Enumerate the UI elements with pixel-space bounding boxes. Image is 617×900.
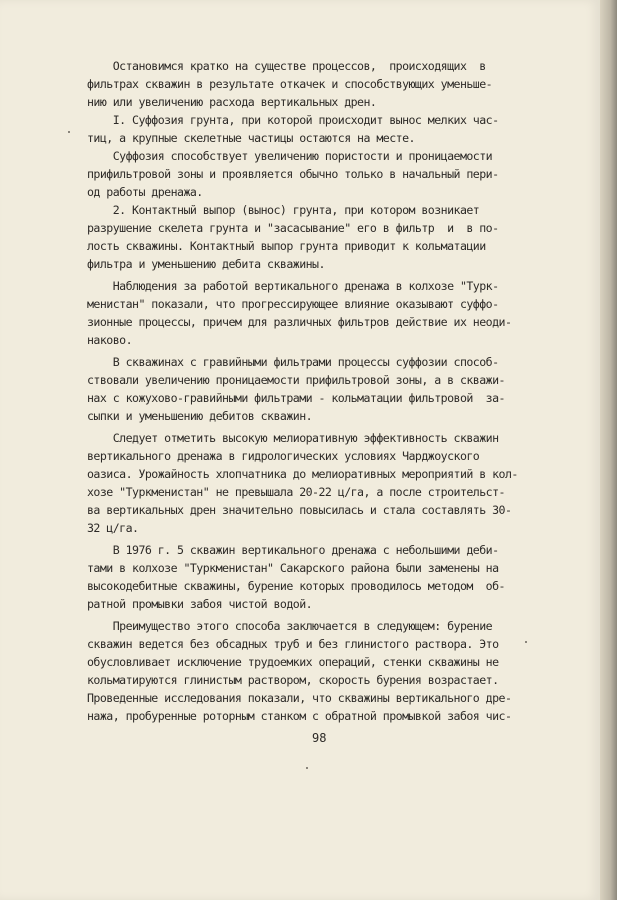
- paragraph: [87, 429, 582, 537]
- text-line: Следует отметить высокую мелиоративную эффективность скважин: [87, 431, 499, 445]
- text-line: оазиса. Урожайность хлопчатника до мелиоративных мероприятий в кол-: [87, 467, 518, 481]
- paragraph: [87, 201, 582, 273]
- text-line: Суффозия способствует увеличению пористости и проницаемости: [87, 149, 493, 163]
- text-line: сыпки и уменьшению дебитов скважин.: [87, 409, 313, 423]
- text-line: фильтра и уменьшению дебита скважины.: [87, 257, 325, 271]
- text-line: менистан" показали, что прогрессирующее влияние оказывают суффо-: [87, 297, 499, 311]
- paper-speck: [306, 767, 308, 769]
- paragraph: [87, 541, 582, 613]
- text-line: тиц, а крупные скелетные частицы остаются на месте.: [87, 131, 415, 145]
- page-edge: [600, 0, 617, 900]
- text-line: фильтрах скважин в результате откачек и способствующих уменьше-: [87, 77, 493, 91]
- body-text: [87, 57, 582, 725]
- paragraph: [87, 111, 582, 147]
- text-line: тами в колхозе "Туркменистан" Сакарского района были заменены на: [87, 561, 499, 575]
- text-line: зионные процессы, причем для различных фильтров действие их неоди-: [87, 315, 512, 329]
- paper-speck: [68, 131, 70, 133]
- text-line: ва вертикальных дрен значительно повысилась и стала составлять 30-: [87, 503, 512, 517]
- page-number: 98: [312, 731, 327, 745]
- text-line: наково.: [87, 333, 133, 347]
- text-line: В 1976 г. 5 скважин вертикального дренажа с небольшими деби-: [87, 543, 499, 557]
- text-line: обусловливает исключение трудоемких операций, стенки скважины не: [87, 655, 499, 669]
- text-line: ствовали увеличению проницаемости прифильтровой зоны, а в скважи-: [87, 373, 505, 387]
- text-line: скважин ведется без обсадных труб и без глинистого раствора. Это: [87, 637, 499, 651]
- text-line: 32 ц/га.: [87, 521, 139, 535]
- text-line: Наблюдения за работой вертикального дренажа в колхозе "Турк-: [87, 279, 499, 293]
- text-line: Преимущество этого способа заключается в следующем: бурение: [87, 619, 493, 633]
- text-line: хозе "Туркменистан" не превышала 20-22 ц/га, а после строительст-: [87, 485, 505, 499]
- text-line: ратной промывки забоя чистой водой.: [87, 597, 313, 611]
- text-line: В скважинах с гравийными фильтрами процессы суффозии способ-: [87, 355, 499, 369]
- paragraph: [87, 353, 582, 425]
- text-line: нию или увеличению расхода вертикальных дрен.: [87, 95, 377, 109]
- paper-speck: [525, 641, 527, 643]
- text-line: Остановимся кратко на существе процессов, происходящих в: [87, 59, 486, 73]
- text-line: прифильтровой зоны и проявляется обычно только в начальный пери-: [87, 167, 499, 181]
- paragraph: [87, 277, 582, 349]
- text-line: высокодебитные скважины, бурение которых проводилось методом об-: [87, 579, 505, 593]
- text-line: кольматируются глинистым раствором, скорость бурения возрастает.: [87, 673, 499, 687]
- text-line: I. Суффозия грунта, при которой происходит вынос мелких час-: [87, 113, 499, 127]
- paragraph: [87, 147, 582, 201]
- text-line: нах с кожухово-гравийными фильтрами - кольматации фильтровой за-: [87, 391, 505, 405]
- text-line: 2. Контактный выпор (вынос) грунта, при котором возникает: [87, 203, 480, 217]
- paragraph: [87, 617, 582, 725]
- text-line: разрушение скелета грунта и "засасывание" его в фильтр и в по-: [87, 221, 499, 235]
- paragraph: [87, 57, 582, 111]
- text-line: вертикального дренажа в гидрологических условиях Чарджоуского: [87, 449, 480, 463]
- text-line: од работы дренажа.: [87, 185, 203, 199]
- text-line: нажа, пробуренные роторным станком с обратной промывкой забоя чис-: [87, 709, 512, 723]
- text-line: лость скважины. Контактный выпор грунта приводит к кольматации: [87, 239, 486, 253]
- text-line: Проведенные исследования показали, что скважины вертикального дре-: [87, 691, 512, 705]
